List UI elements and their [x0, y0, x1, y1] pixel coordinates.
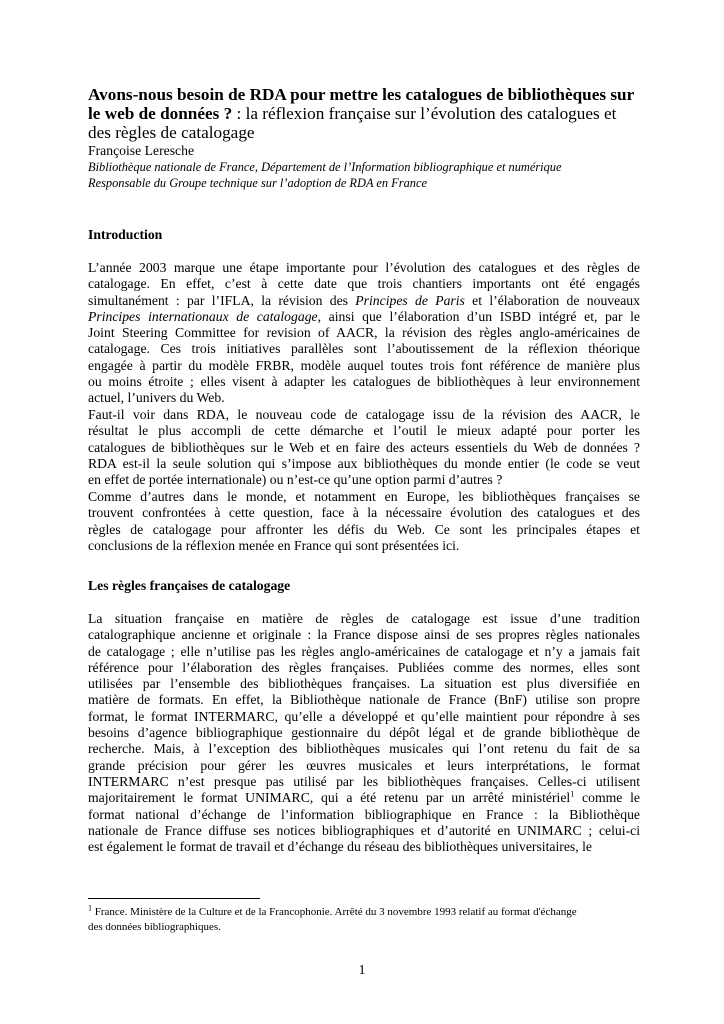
text-line: Faut-il voir dans RDA, le nouveau code de catalogage issu de la révision des AACR, le — [88, 407, 640, 422]
italic-title: Principes de Paris — [355, 292, 465, 308]
affiliation-line: Responsable du Groupe technique sur l’adoption de RDA en France — [88, 176, 427, 190]
text-line: ou moins étroite ; elles visent à adapter les catalogues de bibliothèques à leur environnement — [88, 374, 640, 390]
paper-title — [88, 85, 640, 142]
paragraph-regles — [88, 611, 640, 855]
affiliation-line: Bibliothèque nationale de France, Département de l’Information bibliographique et numérique — [88, 160, 562, 174]
text-line: Comme d’autres dans le monde, et notamment en Europe, les bibliothèques françaises se — [88, 489, 640, 504]
text-line: nationale de France diffuse ses notices bibliographiques et d’autorité en UNIMARC ; celui-ci — [88, 822, 640, 838]
italic-title: Principes internationaux de catalogage — [88, 308, 318, 324]
text-line: RDA est-il la seule solution qui s’impose aux bibliothèques du monde entier (le code se veut — [88, 455, 640, 471]
text-line: La situation française en matière de règles de catalogage est issue d’une tradition — [88, 611, 640, 626]
text-line: besoins d’agence bibliographique gestionnaire du dépôt légal et de grande bibliothèque de — [88, 725, 640, 741]
text-line: simultanément : par l’IFLA, la révision des Principes de Paris et l’élaboration de nouveaux — [88, 292, 640, 308]
title-bold: Avons-nous besoin de RDA pour mettre les catalogues de bibliothèques sur le web de données ? — [88, 85, 634, 123]
footnote-divider — [88, 898, 260, 899]
text-line: majoritairement le format UNIMARC, qui a été retenu par un arrêté ministériel$^1$ comme le — [88, 789, 641, 806]
text-line: conclusions de la réflexion menée en France qui sont présentées ici. — [88, 537, 460, 553]
paragraph-intro-1 — [88, 260, 640, 407]
text-line: actuel, l’univers du Web. — [88, 390, 225, 406]
text-line: recherche. Mais, à l’exception des bibliothèques musicales qui l’ont retenu du fait de sa — [88, 741, 640, 757]
footnote-mark: 1 — [88, 903, 92, 913]
title-block — [88, 85, 640, 191]
text-line: catalographique ancienne et originale : la France dispose ainsi de ses propres règles nationales — [88, 627, 640, 643]
text-line: format national d’échange de l’information bibliographique en France : la Bibliothèque — [88, 806, 640, 822]
text-line: référence pour l’élaboration des règles françaises. Publiées comme des normes, elles sont — [88, 659, 640, 675]
footnote-text-line2: des données bibliographiques. — [88, 921, 221, 933]
author-name: Françoise Leresche — [88, 143, 195, 158]
text-line: utilisées par l’ensemble des bibliothèques françaises. La situation est plus diversifiée en — [88, 676, 640, 692]
text-line: trouvent confrontées à cette question, face à la nécessaire évolution des catalogues et des — [88, 505, 640, 521]
title-rest: : la réflexion française sur l’évolution des catalogues et des règles de catalogage — [88, 104, 617, 142]
text-line: en effet de portée internationale) ou n’est-ce qu’une option parmi d’autres ? — [88, 472, 503, 488]
paragraph-intro-2 — [88, 407, 640, 488]
text-line: grande précision pour gérer les œuvres musicales et leurs interprétations, le format — [88, 757, 640, 773]
text-line: résultat le plus accompli de cette démarche et l’outil le mieux adapté pour porter les — [88, 423, 640, 439]
text-line: règles de catalogage pour affronter les défis du Web. Ce sont les principales étapes et — [88, 521, 640, 537]
footnote-ref: 1 — [570, 789, 575, 799]
text-line: catalogage. Ces trois initiatives parallèles sont l’aboutissement de la réflexion théorique — [88, 341, 640, 357]
text-line: de catalogage ; elle n’utilise pas les règles anglo-américaines de catalogage et n’y a jamais fait — [88, 643, 640, 659]
paragraph-intro-3 — [88, 489, 640, 554]
page-number: 1 — [358, 963, 366, 978]
text-line: Joint Steering Committee for revision of AACR, la révision des règles anglo-américaines de — [88, 325, 640, 341]
text-line: catalogage. En effet, c’est à cette date que trois chantiers importants ont été engagés — [88, 276, 640, 292]
footnote — [88, 905, 640, 935]
text-line: INTERMARC n’est presque pas utilisé par les bibliothèques françaises. Celles-ci utilisent — [88, 773, 640, 789]
text-line: format, le format INTERMARC, qu’elle a développé et qu’elle maintient pour répondre à ses — [88, 708, 640, 724]
text-line: Principes internationaux de catalogage, ainsi que l’élaboration d’un ISBD intégré et, par le — [88, 308, 640, 324]
text-line: catalogues de bibliothèques sur le Web et en faire des acteurs essentiels du Web de données ? — [88, 439, 640, 455]
section-heading-regles: Les règles françaises de catalogage — [88, 578, 291, 593]
text-line: matière de formats. En effet, la Bibliothèque nationale de France (BnF) utilise son propre — [88, 692, 640, 708]
section-heading-introduction: Introduction — [88, 227, 163, 242]
text-line: engagée à partir du modèle FRBR, modèle auquel toutes trois font référence de manière plus — [88, 357, 640, 373]
text-line: est également le format de travail et d’échange du réseau des bibliothèques universitaires, le — [88, 839, 592, 855]
footnote-text-line1: France. Ministère de la Culture et de la Francophonie. Arrêté du 3 novembre 1993 relatif au format d'échange — [92, 906, 577, 918]
text-line: L’année 2003 marque une étape importante pour l’évolution des catalogues et des règles de — [88, 260, 640, 275]
